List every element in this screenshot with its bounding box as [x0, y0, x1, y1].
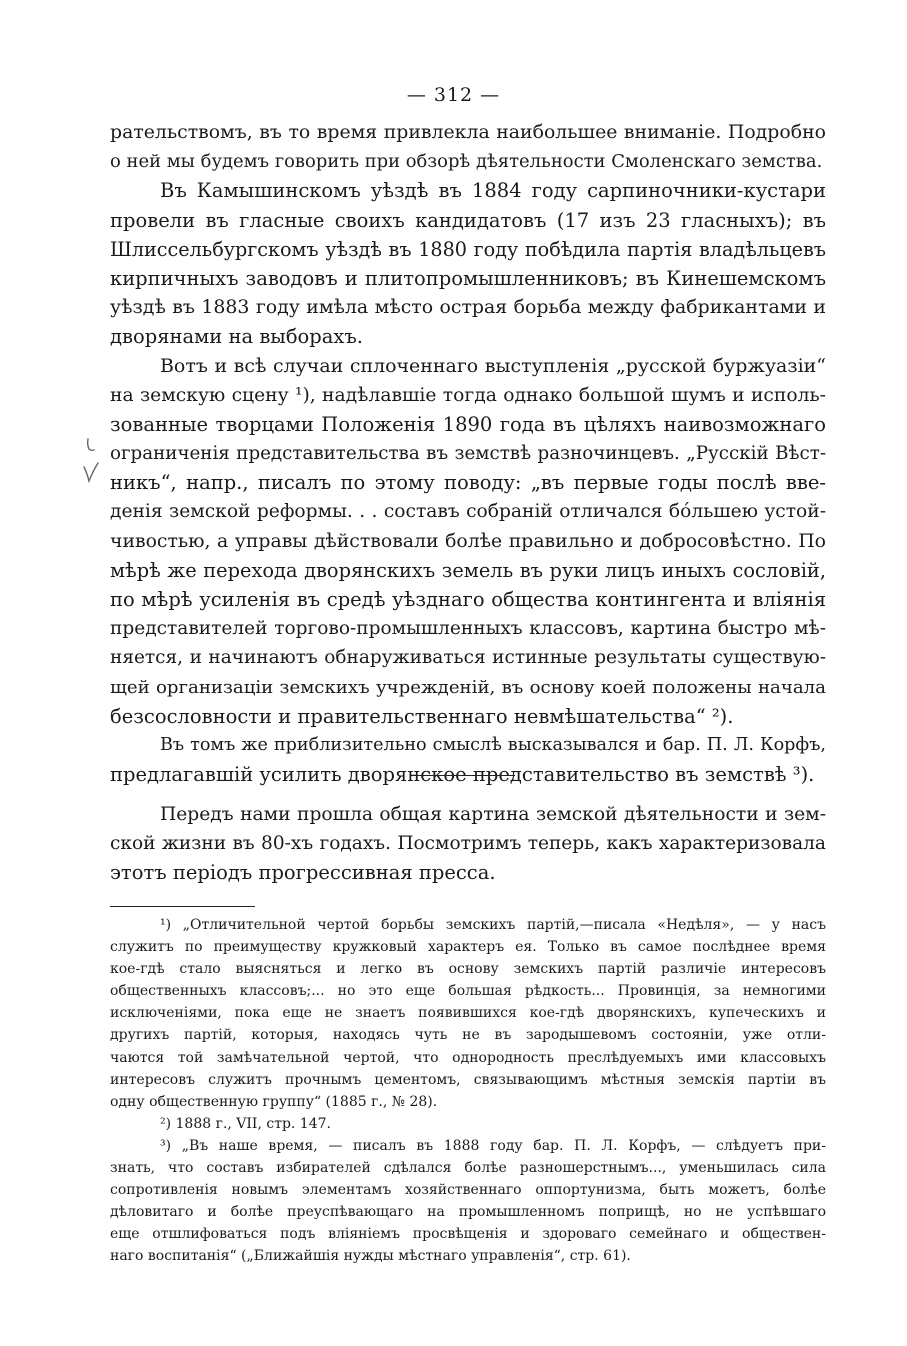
main-body-text	[110, 118, 826, 789]
footnote-line: ¹) „Отличительной чертой борьбы земскихъ партій,—писала «Недѣля», — у насъ	[160, 917, 826, 933]
text-line: мѣрѣ же перехода дворянскихъ земель въ руки лицъ иныхъ сословій,	[110, 558, 826, 582]
footnote-line: еще отшлифоваться подъ вліяніемъ просвѣщенія и здороваго семейнаго и обществен-	[110, 1226, 826, 1243]
footnote-line: другихъ партій, которыя, находясь чуть не въ зародышевомъ состояніи, уже отли-	[110, 1027, 826, 1044]
footnote-line: сопротивленія новымъ элементамъ хозяйственнаго оппортунизма, быть можетъ, болѣе	[110, 1182, 826, 1199]
text-line: Передъ нами прошла общая картина земской дѣятельности и зем-	[160, 804, 826, 825]
page-number: — 312 —	[406, 84, 501, 106]
footnote-rule	[110, 906, 255, 907]
footnote-line: чаются той замѣчательной чертой, что однородность преслѣдуемыхъ ими классовыхъ	[110, 1049, 826, 1066]
text-line: ограниченія представительства въ земствѣ разночинцевъ. „Русскій Вѣст-	[110, 443, 826, 465]
text-line: безсословности и правительственнаго невмѣшательства“ ²).	[110, 704, 734, 728]
text-line: ской жизни въ 80-хъ годахъ. Посмотримъ теперь, какъ характеризовала	[110, 833, 826, 855]
text-line: по мѣрѣ усиленія въ средѣ уѣзднаго общества контингента и вліянія	[110, 588, 826, 611]
section-divider	[415, 775, 515, 776]
text-line: рательствомъ, въ то время привлекла наибольшее вниманіе. Подробно	[110, 121, 826, 143]
text-line: зованные творцами Положенія 1890 года въ цѣляхъ наивозможнаго	[110, 412, 826, 436]
footnote-line: кое-гдѣ стало выясняться и легко въ основу земскихъ партій различіе интересовъ	[110, 961, 826, 978]
text-line: никъ“, напр., писалъ по этому поводу: „въ первые годы послѣ вве-	[110, 471, 826, 495]
text-line: денія земской реформы. . . составъ собраній отличался бóльшею устой-	[110, 501, 826, 523]
text-line: этотъ періодъ прогрессивная пресса.	[110, 861, 496, 885]
text-line: чивостью, а управы дѣйствовали болѣе правильно и добросовѣстно. По	[110, 530, 826, 552]
text-line: Шлиссельбургскомъ уѣздѣ въ 1880 году побѣдила партія владѣльцевъ	[110, 237, 826, 261]
text-line: Вотъ и всѣ случаи сплоченнаго выступленія „русской буржуазіи“	[160, 354, 826, 377]
text-line: няется, и начинаютъ обнаруживаться истинные результаты существую-	[110, 647, 826, 669]
text-line: предлагавшій усилить дворянское представительство въ земствѣ ³).	[110, 763, 815, 787]
margin-pencil-mark	[78, 437, 106, 487]
footnote-line: знать, что составъ избирателей сдѣлался болѣе разношерстнымъ..., уменьшилась сила	[110, 1160, 826, 1177]
footnote-line: общественныхъ классовъ;... но это еще большая рѣдкость... Провинція, за немногими	[110, 983, 826, 1000]
text-line: о ней мы будемъ говорить при обзорѣ дѣятельности Смоленскаго земства.	[110, 151, 823, 173]
footnotes	[110, 914, 826, 1268]
text-line: дворянами на выборахъ.	[110, 325, 364, 349]
footnote-line: одну общественную группу“ (1885 г., № 28).	[110, 1093, 438, 1110]
text-line: щей организаціи земскихъ учрежденій, въ основу коей положены начала	[110, 676, 826, 698]
text-line: представителей торгово-промышленныхъ классовъ, картина быстро мѣ-	[110, 618, 826, 640]
footnote-line: исключеніями, пока еще не знаетъ появившихся кое-гдѣ дворянскихъ, купеческихъ и	[110, 1005, 826, 1022]
text-line: провели въ гласные своихъ кандидатовъ (17 изъ 23 гласныхъ); въ	[110, 208, 826, 232]
footnote-line: служитъ по преимуществу кружковый характеръ ея. Только въ самое послѣднее время	[110, 939, 826, 956]
text-line: уѣздѣ въ 1883 году имѣла мѣсто острая борьба между фабрикантами и	[110, 296, 826, 319]
text-line: на земскую сцену ¹), надѣлавшіе тогда однако большой шумъ и исполь-	[110, 384, 826, 406]
section-two-text	[110, 800, 826, 888]
footnote-line: дѣловитаго и болѣе преуспѣвающаго на промышленномъ поприщѣ, но не успѣвшаго	[110, 1204, 826, 1221]
text-line: Въ томъ же приблизительно смыслѣ высказывался и бар. П. Л. Корфъ,	[160, 734, 826, 755]
footnote-line: интересовъ служитъ прочнымъ цементомъ, связывающимъ мѣстныя земскія партіи въ	[110, 1071, 826, 1088]
footnote-line: ²) 1888 г., VII, стр. 147.	[160, 1115, 331, 1132]
text-line: кирпичныхъ заводовъ и плитопромышленниковъ; въ Кинешемскомъ	[110, 266, 826, 290]
footnote-line: ³) „Въ наше время, — писалъ въ 1888 году бар. П. Л. Корфъ, — слѣдуетъ при-	[160, 1137, 826, 1154]
footnote-line: наго воспитанія“ („Ближайшія нужды мѣстнаго управленія“, стр. 61).	[110, 1248, 631, 1265]
text-line: Въ Камышинскомъ уѣздѣ въ 1884 году сарпиночники-кустари	[160, 179, 826, 203]
